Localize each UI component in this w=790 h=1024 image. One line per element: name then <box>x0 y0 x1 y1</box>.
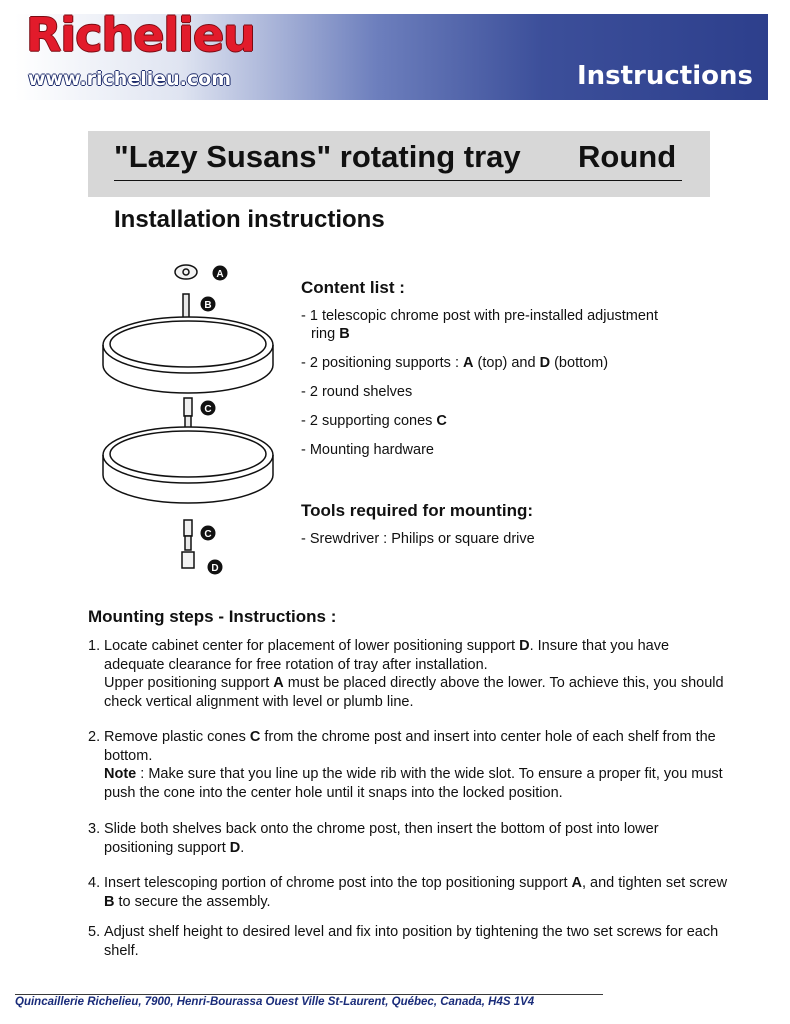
step-3: 3. Slide both shelves back onto the chrome post, then insert the bottom of post into lower positioning support D. <box>88 821 659 856</box>
step-number: 1. <box>88 638 101 654</box>
callout-a: A <box>216 269 224 280</box>
tools-item: - Srewdriver : Philips or square drive <box>301 531 535 547</box>
website-url[interactable]: www.richelieu.com <box>28 68 231 90</box>
step-number: 5. <box>88 924 101 940</box>
brand-logo: Richelieu <box>26 8 255 62</box>
content-item-post: - 1 telescopic chrome post with pre-installed adjustment ring B <box>301 308 659 342</box>
header-label: Instructions <box>576 61 753 91</box>
callout-labels <box>201 266 228 575</box>
callout-c-lower: C <box>204 529 212 540</box>
step-number: 3. <box>88 821 101 837</box>
step-1: 1. Locate cabinet center for placement of lower positioning support D. Insure that you have adequate clearance for free rotation of tray after installation. Upper positioning support A must be placed directly above the lower. To achieve this, you should check vertical alignment with level or plumb line. <box>88 638 724 710</box>
content-list-heading: Content list : <box>301 278 405 297</box>
step-number: 4. <box>88 875 101 891</box>
callout-c-upper: C <box>204 404 212 415</box>
step-4: 4. Insert telescoping portion of chrome post into the top positioning support A, and tighten set screw B to secure the assembly. <box>88 875 728 910</box>
step-2: 2. Remove plastic cones C from the chrome post and insert into center hole of each shelf from the bottom. Note : Make sure that you line up the wide rib with the wide slot. To ensure a proper fit, you must push the cone into the center hole until it snaps into the locked position. <box>88 729 723 801</box>
footer-divider <box>15 994 603 995</box>
callout-d: D <box>211 563 219 574</box>
tools-heading: Tools required for mounting: <box>301 501 533 520</box>
step-number: 2. <box>88 729 101 745</box>
content-item-shelves: - 2 round shelves <box>301 384 413 400</box>
content-item-supports: - 2 positioning supports : A (top) and D (bottom) <box>301 355 609 371</box>
callout-b: B <box>204 300 212 311</box>
step-5: 5. Adjust shelf height to desired level and fix into position by tightening the two set screws for each shelf. <box>88 924 719 959</box>
content-item-hardware: - Mounting hardware <box>301 442 434 458</box>
title-shape: Round <box>578 139 677 174</box>
lazy-susan-illustration <box>100 258 290 588</box>
page-title: "Lazy Susans" rotating tray <box>114 139 521 174</box>
mounting-heading: Mounting steps - Instructions : <box>88 607 337 626</box>
section-title: Installation instructions <box>114 206 385 233</box>
content-item-cones: - 2 supporting cones C <box>301 413 447 429</box>
footer-address: Quincaillerie Richelieu, 7900, Henri-Bourassa Ouest Ville St-Laurent, Québec, Canada, H4S 1V4 <box>15 996 535 1008</box>
title-underline <box>114 180 682 181</box>
